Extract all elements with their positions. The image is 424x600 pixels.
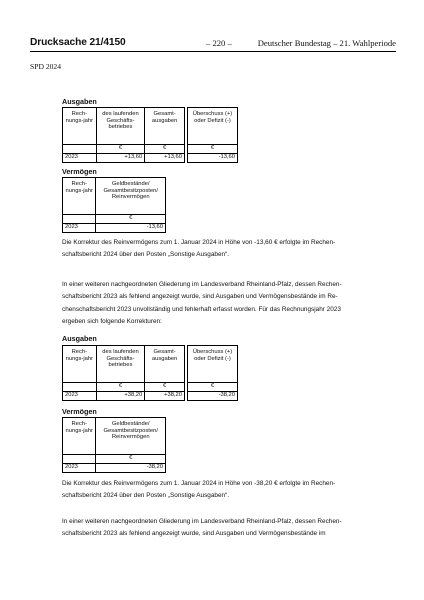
text-line: schaftsbericht 2024 über den Posten „Sonstige Ausgaben“. [62,492,229,500]
middle-paragraph [62,279,374,328]
text-line: schaftsbericht 2023 als fehlend angezeigt wurde, sind Ausgaben und Vermögensbestände im Re- [62,293,338,301]
header-cell: Rech-nungs-jahr [63,178,96,215]
document-number: Drucksache 21/4150 [30,37,126,48]
text-line: ergeben sich folgende Korrekturen: [62,317,162,325]
year-cell: 2023 [63,392,97,401]
ueberschuss-table-2 [187,345,238,401]
header-cell: Geldbestände/ Gesamtbesitzposten/ Reinvermögen [96,418,166,455]
unit-cell [63,215,96,224]
text-line: schaftsbericht 2023 als fehlend angezeigt wurde, sind Ausgaben und Vermögensbestände im [62,530,326,538]
header-cell: Rech-nungs-jahr [63,346,97,383]
ausgaben-table-2 [62,345,185,401]
unit-cell: € [96,215,166,224]
value-cell: -38,20 [188,392,238,401]
page-number: – 220 – [206,38,232,48]
header-cell: Rech-nungs-jahr [63,418,96,455]
vermoegen-table-1 [62,177,166,233]
ausgaben-heading-1: Ausgaben [62,97,97,106]
text-line: Die Korrektur des Reinvermögens zum 1. Januar 2024 in Höhe von -38,20 € erfolgte im Rechen- [62,480,336,487]
header-cell: des laufenden Geschäfts-betriebes [96,346,145,383]
header-cell: Überschuss (+) oder Defizit (-) [188,346,238,383]
unit-cell: € [96,383,145,392]
value-cell: -13,60 [96,224,166,233]
unit-cell: € [188,383,238,392]
header-cell: Überschuss (+) oder Defizit (-) [188,108,238,145]
year-cell: 2023 [63,464,96,473]
header-cell: Rech-nungs-jahr [63,108,97,145]
vermoegen-heading-1: Vermögen [62,167,97,176]
ausgaben-table-1 [62,107,185,163]
final-paragraph [62,516,374,541]
korrektur-paragraph-1 [62,237,374,262]
page-header [30,37,396,52]
unit-cell: € [145,383,185,392]
text-line: In einer weiteren nachgeordneten Gliederung im Landesverband Rheinland-Pfalz, dessen Rechen- [62,281,342,288]
value-cell: +38,20 [96,392,145,401]
korrektur-paragraph-2 [62,478,374,503]
party-label: SPD 2024 [30,62,62,71]
unit-cell: € [145,145,185,154]
unit-cell: € [96,145,145,154]
text-line: chenschaftsbericht 2023 unvollständig und fehlerhaft erfasst worden. Für das Rechnungsjahr 2023 [62,305,341,313]
header-cell: Gesamt-ausgaben [145,346,185,383]
vermoegen-table-2 [62,417,166,473]
value-cell: -13,60 [188,154,238,163]
unit-cell [63,455,96,464]
value-cell: +13,60 [96,154,145,163]
ausgaben-heading-2: Ausgaben [62,334,97,343]
header-cell: Geldbestände/ Gesamtbesitzposten/ Reinvermögen [96,178,166,215]
text-line: Die Korrektur des Reinvermögens zum 1. Januar 2024 in Höhe von -13,60 € erfolgte im Rechen- [62,239,336,246]
unit-cell [63,145,97,154]
vermoegen-heading-2: Vermögen [62,407,97,416]
value-cell: -38,20 [96,464,166,473]
header-cell: des laufenden Geschäfts-betriebes [96,108,145,145]
value-cell: +13,60 [145,154,185,163]
parliament-label: Deutscher Bundestag – 21. Wahlperiode [257,38,396,48]
text-line: schaftsbericht 2024 über den Posten „Sonstige Ausgaben“. [62,251,229,259]
year-cell: 2023 [63,154,97,163]
header-cell: Gesamt-ausgaben [145,108,185,145]
unit-cell [63,383,97,392]
ueberschuss-table-1 [187,107,238,163]
value-cell: +38,20 [145,392,185,401]
text-line: In einer weiteren nachgeordneten Gliederung im Landesverband Rheinland-Pfalz, dessen Rechen- [62,518,342,525]
unit-cell: € [96,455,166,464]
unit-cell: € [188,145,238,154]
year-cell: 2023 [63,224,96,233]
